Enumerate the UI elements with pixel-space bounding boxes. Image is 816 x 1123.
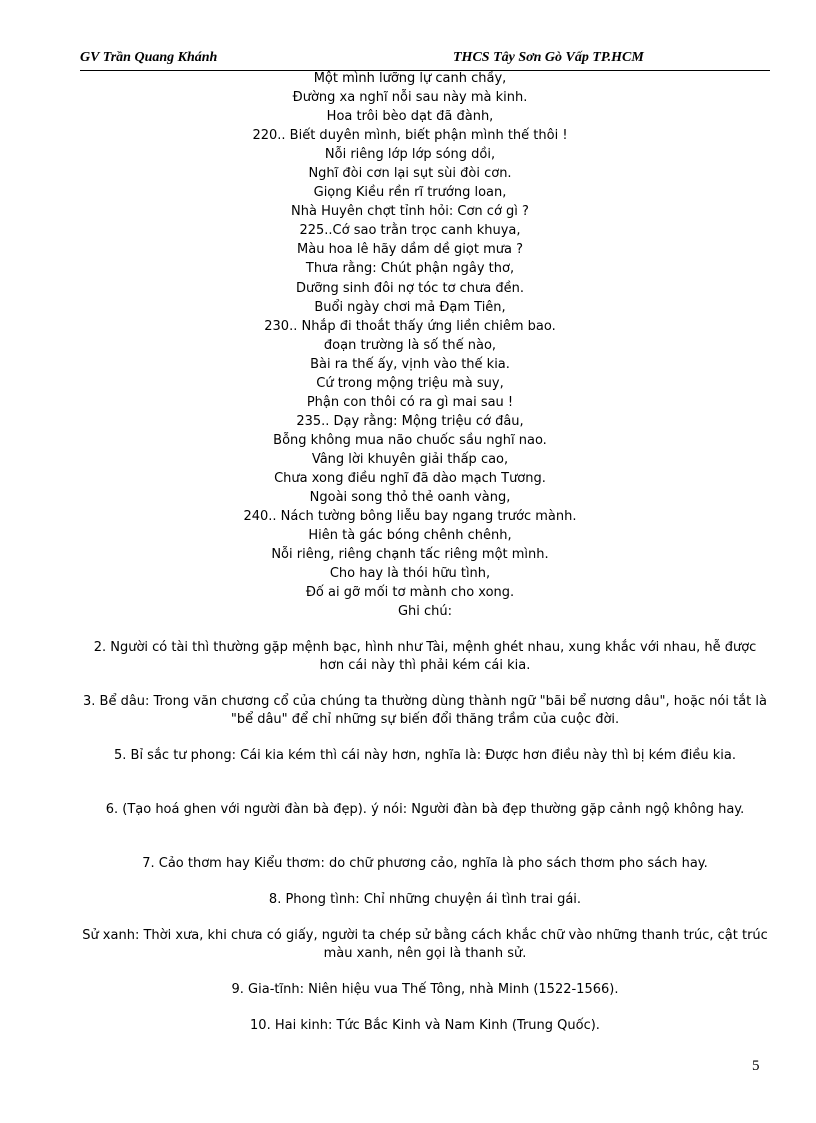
poem-line: Nỗi riêng lớp lớp sóng dồi, xyxy=(324,147,496,163)
poem-line: Bỗng không mua não chuốc sầu nghĩ nao. xyxy=(273,432,547,448)
poem-line: Màu hoa lê hãy dầm dề giọt mưa ? xyxy=(297,242,523,258)
note-item: 8. Phong tình: Chỉ những chuyện ái tình trai gái. xyxy=(268,892,582,907)
header-author: GV Trần Quang Khánh xyxy=(80,50,218,65)
note-item: 7. Cảo thơm hay Kiểu thơm: do chữ phương cảo, nghĩa là pho sách thơm pho sách hay. xyxy=(142,856,708,871)
poem-line: Vâng lời khuyên giải thấp cao, xyxy=(311,451,509,467)
page-number: 5 xyxy=(752,1058,760,1074)
poem-line: Đường xa nghĩ nỗi sau này mà kinh. xyxy=(292,90,528,106)
poem-line: Bài ra thế ấy, vịnh vào thế kia. xyxy=(310,356,510,372)
poem-line: Nỗi riêng, riêng chạnh tấc riêng một mình. xyxy=(271,547,549,563)
note-item: 6. (Tạo hoá ghen với người đàn bà đẹp). ý nói: Người đàn bà đẹp thường gặp cảnh ngộ không hay. xyxy=(105,802,745,817)
poem-line: Dưỡng sinh đôi nợ tóc tơ chưa đền. xyxy=(296,280,524,296)
poem-line: Ngoài song thỏ thẻ oanh vàng, xyxy=(309,490,511,506)
poem-line: Giọng Kiều rền rĩ trướng loan, xyxy=(313,185,507,201)
poem-line: Một mình lưỡng lự canh chầy, xyxy=(313,71,507,86)
poem-line: 235.. Dạy rằng: Mộng triệu cớ đâu, xyxy=(296,413,524,429)
page-header xyxy=(80,50,770,71)
poem-line: 220.. Biết duyên mình, biết phận mình thế thôi ! xyxy=(252,128,568,144)
note-item: 5. Bỉ sắc tư phong: Cái kia kém thì cái này hơn, nghĩa là: Được hơn điều này thì bị kém điều kia. xyxy=(113,748,736,763)
poem-line: 225..Cớ sao trằn trọc canh khuya, xyxy=(299,223,521,239)
note-item: 10. Hai kinh: Tức Bắc Kinh và Nam Kinh (Trung Quốc). xyxy=(250,1018,600,1033)
notes-title: Ghi chú: xyxy=(397,604,453,619)
poem-line: Thưa rằng: Chút phận ngây thơ, xyxy=(305,261,515,277)
poem-line: đoạn trường là số thế nào, xyxy=(323,337,497,353)
header-school: THCS Tây Sơn Gò Vấp TP.HCM xyxy=(453,50,644,65)
note-item: 9. Gia-tĩnh: Niên hiệu vua Thế Tông, nhà Minh (1522-1566). xyxy=(231,982,619,997)
poem-line: Phận con thôi có ra gì mai sau ! xyxy=(306,394,514,410)
poem-line: Chưa xong điều nghĩ đã dào mạch Tương. xyxy=(274,470,546,486)
poem-line: Nghĩ đòi cơn lại sụt sùi đòi cơn. xyxy=(308,166,512,182)
poem-line: 240.. Nách tường bông liễu bay ngang trước mành. xyxy=(243,509,577,525)
poem-line: 230.. Nhắp đi thoắt thấy ứng liền chiêm bao. xyxy=(264,318,556,334)
poem-line: Hiên tà gác bóng chênh chênh, xyxy=(308,528,512,544)
poem-line: Cho hay là thói hữu tình, xyxy=(329,566,491,582)
note-item: 2. Người có tài thì thường gặp mệnh bạc, hình như Tài, mệnh ghét nhau, xung khắc với nhau, hễ được hơn cái này thì phải kém cái kia. xyxy=(93,640,757,673)
notes-section xyxy=(80,602,770,1033)
poem-line: Nhà Huyên chợt tỉnh hỏi: Cơn cớ gì ? xyxy=(291,204,529,220)
poem-line: Hoa trôi bèo dạt đã đành, xyxy=(326,109,494,125)
note-item: Sử xanh: Thời xưa, khi chưa có giấy, người ta chép sử bằng cách khắc chữ vào những thanh trúc, cật trúc màu xanh, nên gọi là thanh sử. xyxy=(82,928,768,961)
poem-line: Đố ai gỡ mối tơ mành cho xong. xyxy=(305,585,515,601)
poem-text xyxy=(120,69,700,602)
note-item: 3. Bể dâu: Trong văn chương cổ của chúng ta thường dùng thành ngữ "bãi bể nương dâu", hoặc nói tắt là "bể dâu" để chỉ những sự biến đổi thăng trầm của cuộc đời. xyxy=(83,694,767,727)
poem-line: Cứ trong mộng triệu mà suy, xyxy=(316,375,504,391)
poem-line: Buổi ngày chơi mả Đạm Tiên, xyxy=(314,299,506,315)
